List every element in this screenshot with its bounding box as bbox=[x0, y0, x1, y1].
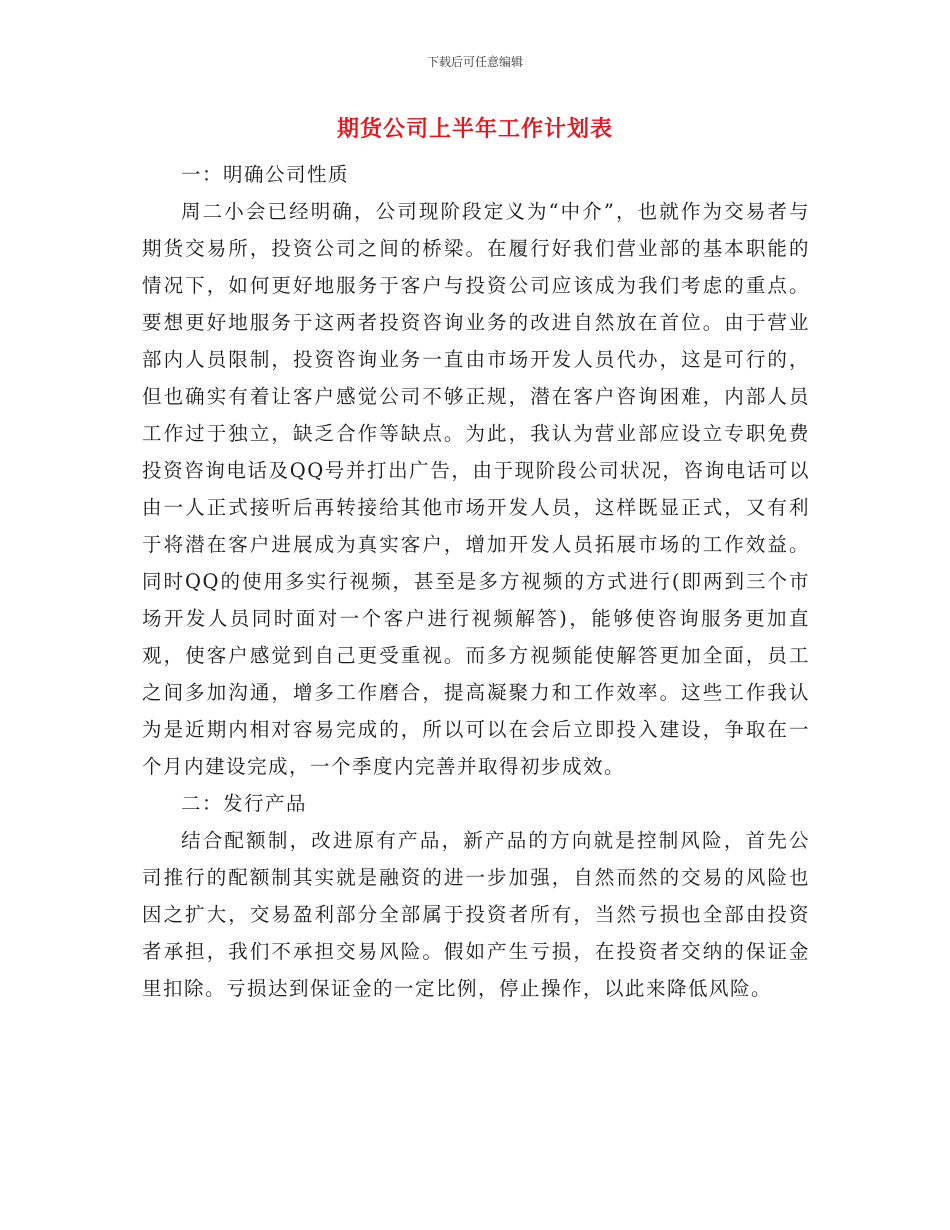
document-title: 期货公司上半年工作计划表 bbox=[336, 117, 613, 142]
section-heading-1: 一：明确公司性质 bbox=[181, 163, 350, 186]
document-body bbox=[142, 156, 810, 1007]
body-paragraph-2: 结合配额制，改进原有产品，新产品的方向就是控制风险，首先公司推行的配额制其实就是融资的进一步加强，自然而然的交易的风险也因之扩大，交易盈利部分全部属于投资者所有，当然亏损也全部由投资者承担，我们不承担交易风险。假如产生亏损，在投资者交纳的保证金里扣除。亏损达到保证金的一定比例，停止操作，以此来降低风险。 bbox=[142, 829, 810, 1000]
body-paragraph-1: 周二小会已经明确，公司现阶段定义为“中介”，也就作为交易者与期货交易所，投资公司之间的桥梁。在履行好我们营业部的基本职能的情况下，如何更好地服务于客户与投资公司应该成为我们考虑的重点。要想更好地服务于这两者投资咨询业务的改进自然放在首位。由于营业部内人员限制，投资咨询业务一直由市场开发人员代办，这是可行的，但也确实有着让客户感觉公司不够正规，潜在客户咨询困难，内部人员工作过于独立，缺乏合作等缺点。为此，我认为营业部应设立专职免费投资咨询电话及QQ号并打出广告，由于现阶段公司状况，咨询电话可以由一人正式接听后再转接给其他市场开发人员，这样既显正式，又有利于将潜在客户进展成为真实客户，增加开发人员拓展市场的工作效益。同时QQ的使用多实行视频，甚至是多方视频的方式进行(即两到三个市场开发人员同时面对一个客户进行视频解答)，能够使咨询服务更加直观，使客户感觉到自己更受重视。而多方视频能使解答更加全面，员工之间多加沟通，增多工作磨合，提高凝聚力和工作效率。这些工作我认为是近期内相对容易完成的，所以可以在会后立即投入建设，争取在一个月内建设完成，一个季度内完善并取得初步成效。 bbox=[142, 200, 810, 778]
page-header: 下载后可任意编辑 bbox=[426, 55, 523, 69]
section-heading-2: 二：发行产品 bbox=[181, 792, 308, 815]
